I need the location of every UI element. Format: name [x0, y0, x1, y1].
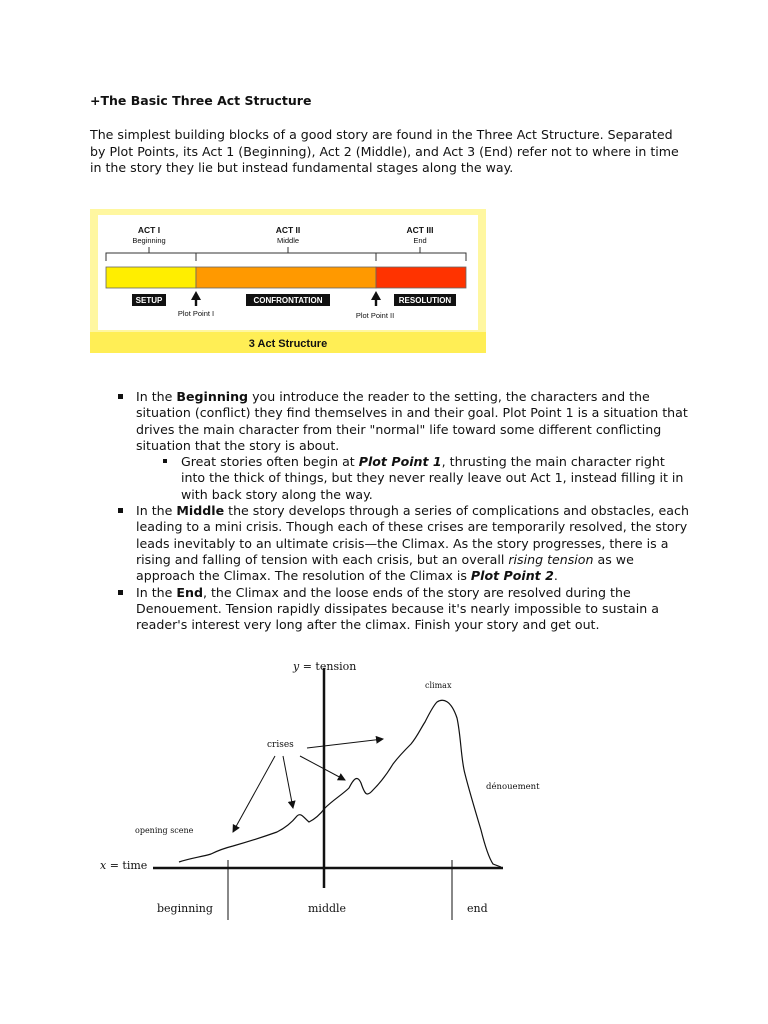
- bullet-marker: [118, 590, 123, 595]
- plot-point-1-label: Plot Point I: [177, 309, 215, 318]
- tension-curve: [179, 700, 501, 867]
- bullet-marker: [118, 394, 123, 399]
- opening-scene-label: opening scene: [135, 826, 194, 835]
- end-label: end: [467, 902, 488, 915]
- act-2-label: ACT II: [275, 225, 301, 235]
- act-1-bar: [106, 267, 196, 288]
- diagram-caption: 3 Act Structure: [248, 338, 328, 350]
- x-axis-label: x = time: [100, 859, 148, 872]
- beginning-label: beginning: [157, 902, 213, 915]
- bullet-list: [118, 389, 690, 633]
- crisis-arrow-2: [283, 756, 293, 808]
- plot-point-2-label: Plot Point II: [355, 311, 395, 320]
- bullet-marker: [118, 508, 123, 513]
- sub-bullet-plot-point-1: Great stories often begin at Plot Point 1, thrusting the main character right into the thick of things, but they never really leave out Act 1, instead filling it in with back story along the way.: [163, 454, 690, 503]
- bullet-marker: [163, 459, 167, 463]
- bullet-middle: In the Middle the story develops through a series of complications and obstacles, each leading to a mini crisis. Though each of these crises are temporarily resolved, the story leads inevitably to an ultimate crisis—the Climax. As the story progresses, there is a rising and falling of tension with each crisis, but an overall rising tension as we approach the Climax. The resolution of the Climax is Plot Point 2.: [118, 503, 690, 584]
- intro-paragraph: The simplest building blocks of a good story are found in the Three Act Structure. Separated by Plot Points, its Act 1 (Beginning), Act 2 (Middle), and Act 3 (End) refer not to where in time in the story they lie but instead fundamental stages along the way.: [90, 127, 679, 175]
- act-1-sub: Beginning: [132, 236, 166, 245]
- resolution-label: RESOLUTION: [398, 296, 452, 305]
- act-2-bar: [196, 267, 376, 288]
- bullet-end: In the End, the Climax and the loose ends of the story are resolved during the Denouement. Tension rapidly dissipates because it's nearly impossible to sustain a reader's interest very long after the climax. Finish your story and get out.: [118, 585, 690, 634]
- bullet-beginning: In the Beginning you introduce the reader to the setting, the characters and the situation (conflict) they find themselves in and their goal. Plot Point 1 is a situation that drives the main character from their "normal" life toward some different conflicting situation that the story is about.: [118, 389, 690, 454]
- act-1-label: ACT I: [137, 225, 161, 235]
- crises-label: crises: [267, 740, 294, 750]
- plot-point-1-shaft: [195, 299, 197, 306]
- act-3-bar: [376, 267, 466, 288]
- three-act-diagram: [90, 209, 486, 353]
- y-axis-label: y = tension: [293, 660, 357, 673]
- denouement-label: dénouement: [486, 782, 540, 792]
- page-title: +The Basic Three Act Structure: [90, 93, 312, 108]
- climax-label: climax: [425, 681, 452, 690]
- middle-label: middle: [308, 902, 347, 915]
- act-3-sub: End: [413, 236, 427, 245]
- confrontation-label: CONFRONTATION: [253, 296, 323, 305]
- crisis-arrow-1: [233, 756, 275, 832]
- crisis-arrow-3: [300, 756, 345, 780]
- crisis-arrow-4: [307, 739, 383, 748]
- tension-graph: [95, 650, 565, 925]
- plot-point-2-shaft: [375, 299, 377, 306]
- act-3-label: ACT III: [406, 225, 434, 235]
- act-2-sub: Middle: [276, 236, 300, 245]
- setup-label: SETUP: [135, 296, 163, 305]
